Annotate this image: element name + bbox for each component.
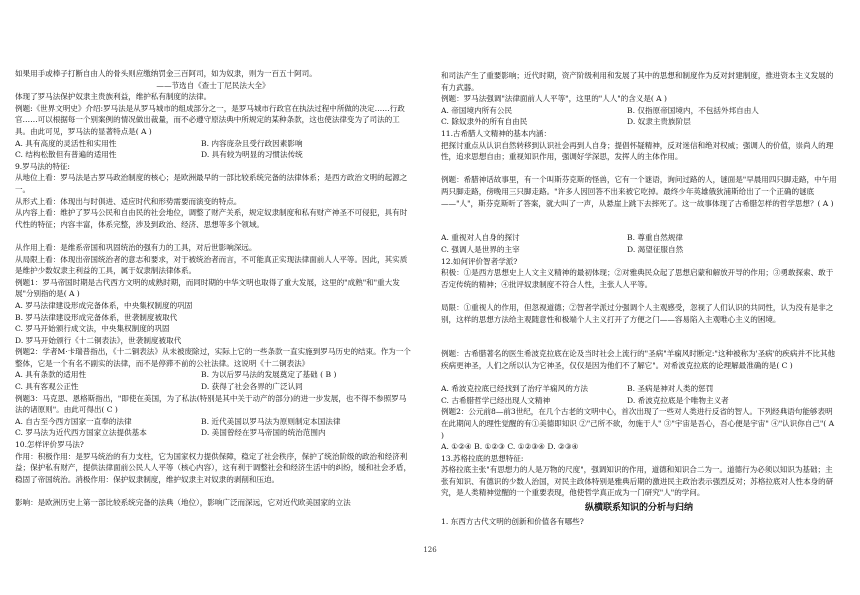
heading: 9.罗马法的特征: <box>15 161 70 171</box>
example-question: 例题1：罗马帝国时期是古代西方文明的成熟时期，而同时期的中华文明也取得了重大发展，这里的"成熟"和"重大发展"分别指的是( A ) <box>15 277 400 299</box>
option-left: A. 重视对人自身的探讨 <box>441 233 520 243</box>
paragraph: 作用：积极作用：是罗马统治的有力支柱，它为国家权力提供保障，稳定了社会秩序，保护了统治阶级的政治和经济利益；保护私有财产，提供法律面前公民人人平等（核心内容），这有利于调整社会和经济生活中的纠纷，缓和社会矛盾，稳固了帝国统治。消极作用：保护奴隶制度，维护奴隶主对奴隶的剥削和压迫。 <box>15 451 411 484</box>
option-left: C. 结构松散但有普遍的适用性 <box>15 150 117 160</box>
option-line: B. 罗马法律建设形成完备体系，世袭制度被取代 <box>15 312 178 322</box>
option-row <box>15 381 411 393</box>
option-row <box>441 244 837 256</box>
section-question: 1. 东西方古代文明的创新和价值各有哪些? <box>441 517 584 526</box>
option-right: B. 仅指原帝国境内，不包括外邦自由人 <box>627 105 759 115</box>
option-row <box>441 116 837 128</box>
paragraph: 从地位上看：罗马法是古罗马政治制度的核心；是欧洲最早的一部比较系统完备的法律体系；是西方政治文明的起源之一。 <box>15 173 408 194</box>
option-right: D. 具有较为明显的习惯法传统 <box>201 150 303 160</box>
option-left: C. 具有客观公正性 <box>15 382 79 392</box>
option-right: B. 圣病是神对人类的惩罚 <box>627 384 714 394</box>
option-right: D. 渴望征服自然 <box>627 244 684 254</box>
example-question: 例题2：公元前8—前3世纪，在几个古老的文明中心，首次出现了一些对人类进行反省的智人。下列经典语句能够表明在此期间人的理性觉醒的有①美德即知识 ②"己所不欲，勿施于人" ③"宇宙是吾心，吾心便是宇宙" ④"认识你自己"( A ) <box>441 407 835 440</box>
option-left: C. 罗马法为近代西方国家立法提供基本 <box>15 428 147 438</box>
example-question: 例题2：学者M·卡瑞普指出，《十二铜表法》从未被废除过，实际上它的一些条款一直实施到罗马历史的结束。作为一个整体，它是一个有名不副实的法律，而不是停滞不前的公社法律。这说明《十二铜表法》 <box>15 347 411 368</box>
paragraph: 积极：①是西方思想史上人文主义精神的最初体现；②对雅典民众起了思想启蒙和解放开导的作用；③勇敢探索、敢于否定传统的精神；④批评奴隶制度不符合人性，主张人人平等。 <box>441 268 834 289</box>
option-left: A. 具有条款的适用性 <box>15 370 87 380</box>
option-row <box>441 395 837 407</box>
paragraph: 和司法产生了重要影响；近代时期，资产阶级利用和发展了其中的思想和制度作为反对封建制度，推进资本主义发展的有力武器。 <box>441 71 834 92</box>
option-right: D. 奴隶主贵族阶层 <box>627 117 691 127</box>
option-line: A. 罗马法律建设形成完备体系，中央集权制度的巩固 <box>15 300 193 310</box>
paragraph: 从作用上看：是维系帝国和巩固统治的强有力的工具，对后世影响深远。 <box>15 242 257 252</box>
option-left: C. 除奴隶外的所有自由民 <box>441 117 528 127</box>
option-row <box>441 105 837 117</box>
option-left: C. 强调人是世界的主宰 <box>441 244 520 254</box>
option-row <box>15 427 411 439</box>
option-line: C. 罗马开始颁行成文法，中央集权制度的巩固 <box>15 324 170 334</box>
option-left: A. 具有高度的灵活性和实用性 <box>15 138 117 148</box>
paragraph: 把探讨重点从认识自然转移到认识社会再到人自身；提倡怀疑精神，反对迷信和绝对权威；强调人的价值，崇尚人的理性，追求思想自由；重视知识作用，强调好学深思，发挥人的主体作用。 <box>441 140 834 162</box>
text-line: 体现了罗马法保护奴隶主贵族利益，维护私有制度的法律。 <box>15 92 212 102</box>
heading: 11.古希腊人文精神的基本内涵： <box>441 128 551 138</box>
page-number: 126 <box>423 546 437 554</box>
option-row <box>15 138 411 150</box>
option-line: D. 罗马开始颁行《十二铜表法》，世袭制度被取代 <box>15 335 182 345</box>
example-question: 例题3：马克思、恩格斯指出，"即使在美国，为了私法(特别是其中关于动产的部分)的进一步发展，也不得不参照罗马法的诸原则"。由此可得出( C ) <box>15 393 407 415</box>
example-question: 例题：罗马法强调"法律面前人人平等"，这里的"人人"的含义是( A ) <box>441 94 667 104</box>
paragraph: 从形式上看：体现出与时俱进、适应时代和形势需要而演变的特点。 <box>15 196 242 206</box>
text-line: 如果用手或棒子打断自由人的骨头则应缴纳罚金三百阿司，如为奴隶，则为一百五十阿司。 <box>15 69 317 78</box>
paragraph: 从内容上看：维护了罗马公民和自由民的社会地位，调整了财产关系，规定奴隶制度和私有财产神圣不可侵犯，具有时代性的特征；内容丰富，体系完整，涉及到政治、经济、思想等多个领域。 <box>15 208 408 229</box>
option-right: D. 美国曾经在罗马帝国的统治范围内 <box>201 428 326 438</box>
option-row <box>15 416 411 428</box>
paragraph: 从局限上看：体现出帝国统治者的意志和要求，对于被统治者而言，不可能真正实现法律面前人人平等。因此，其实质是维护少数奴隶主利益的工具，属于奴隶制法律体系。 <box>15 254 408 276</box>
paragraph: 影响：是欧洲历史上第一部比较系统完备的法典（地位），影响广泛而深远，它对近代欧美国家的立法 <box>15 498 351 508</box>
option-right: D. 获得了社会各界的广泛认同 <box>201 382 303 392</box>
option-left: C. 古希腊哲学已经出现人文精神 <box>441 395 551 405</box>
option-right: D. 希波克拉底是个唯物主义者 <box>627 395 729 405</box>
option-right: B. 为以后罗马法的发展奠定了基础 ( B ) <box>201 370 337 380</box>
heading: 10.怎样评价罗马法? <box>15 440 84 450</box>
left-column <box>15 68 411 509</box>
option-right: B. 尊重自然规律 <box>627 233 683 243</box>
option-line: A. ①②④ B. ①②③ C. ①②③④ D. ②③④ <box>441 442 579 452</box>
paragraph: 苏格拉底主张"有思想力的人是万物的尺度"，强调知识的作用，道德和知识合二为一。道德行为必须以知识为基础；主张有知识、有德识的少数人治国，对民主政体特别是雅典后期的激进民主政治表示强烈反对；苏格拉底对人性本身的研究，是人类精神觉醒的一个重要表现，他使哲学真正成为一门研究"人"的学问。 <box>441 465 834 498</box>
option-left: A. 帝国境内所有公民 <box>441 105 513 115</box>
option-right: B. 内容庞杂且受行政因素影响 <box>201 138 303 148</box>
heading: 13.苏格拉底的思想特征: <box>441 453 524 463</box>
right-column <box>441 70 837 522</box>
option-row <box>15 369 411 381</box>
option-left: A. 希波克拉底已经找到了治疗羊痫风的方法 <box>441 384 588 394</box>
example-question: 例题：古希腊著名的医生希波克拉底在论及当时社会上流行的"圣病"羊痫风时断定:"这种被称为'圣病'的疾病并不比其他疾病更神圣，人们之所以认为它神圣，仅仅是因为他们不了解它"。对希波克拉底的论理解最准确的是( C ) <box>441 349 836 370</box>
option-row <box>441 383 837 395</box>
paragraph: 局限：①重视人的作用，但忽视道德；②智者学派过分强调个人主观感受，忽视了人们认识的共同性，认为没有是非之别，这样的思想方法给主观随意性和极端个人主义打开了方便之门——容易陷入主观唯心主义的困境。 <box>441 302 834 324</box>
example-question: 例题:《世界文明史》介绍:罗马法是从罗马城市的组成部分之一，是罗马城市行政官在执法过程中所做的决定……行政官……可以根据每一个别案例的情况做出裁量，而不必遵守原法典中所规定的某种条款，这也使法律变为了司法的工具。由此可见，罗马法的显著特点是( A ) <box>15 103 405 136</box>
option-row <box>441 232 837 244</box>
heading: 12.如何评价智者学派? <box>441 256 518 266</box>
source-citation: ——节选自《查士丁尼民法大全》 <box>156 80 270 90</box>
section-title: 纵横联系知识的分析与归纳 <box>584 503 693 513</box>
option-right: B. 近代美国以罗马法为原则制定本国法律 <box>201 416 341 426</box>
example-question: 例题：希腊神话故事里，有一个叫斯芬克斯的怪兽，它有一个谜语，询问过路的人，谜面是"早晨用四只脚走路，中午用两只脚走路，傍晚用三只脚走路。"许多人因回答不出来被它吃掉。最终少年英雄俄狄浦斯给出了一个正确的谜底——"人"，斯芬克斯听了答案，就大叫了一声，从悬崖上跳下去摔死了。这一故事体现了古希腊怎样的哲学思想？( A ) <box>441 175 837 208</box>
option-left: A. 自古至今西方国家一直奉的法律 <box>15 416 132 426</box>
option-row <box>15 149 411 161</box>
